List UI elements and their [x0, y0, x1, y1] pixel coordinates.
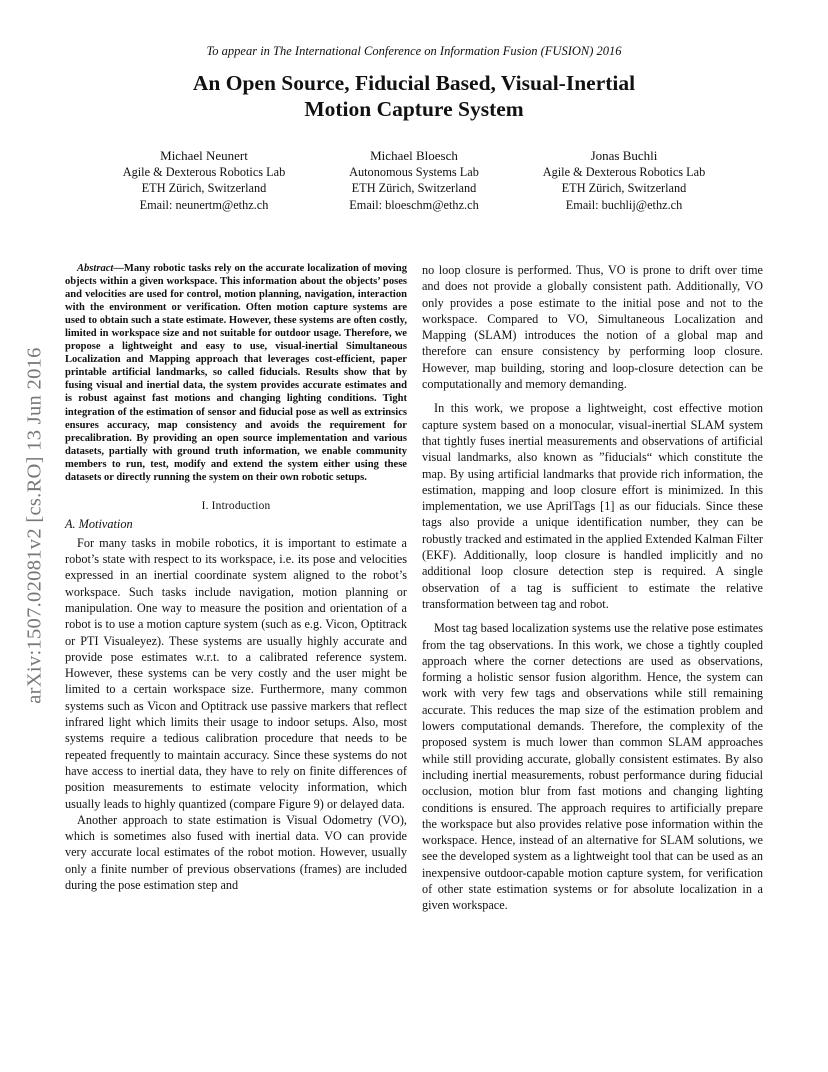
- author-name: Michael Bloesch: [370, 148, 458, 163]
- author-affiliation: Agile & Dexterous Robotics Lab: [542, 165, 706, 179]
- venue-line: To appear in The International Conference on Information Fusion (FUSION) 2016: [206, 44, 622, 58]
- arxiv-identifier: arXiv:1507.02081v2 [cs.RO] 13 Jun 2016: [23, 346, 46, 704]
- paper-title: [100, 70, 728, 122]
- title-line-1: An Open Source, Fiducial Based, Visual-Inertial: [192, 71, 636, 95]
- body-paragraph: In this work, we propose a lightweight, cost effective motion capture system based on a monocular, visual-inertial SLAM system that tightly fuses inertial measurements and observations of artificial visual landmarks, also known as ”fiducials“ which constitute the map. By using artificial landmarks that provide rich information, the estimation, mapping and loop closure effort is minimized. In this implementation, we use AprilTags [1] as our fiducials. Since these tags also provide a unique identification number, they can be robustly tracked and estimated in the applied Extended Kalman Filter (EKF). Additionally, loop closure is handled implicitly and no additional loop closure detection step is required. A single observation of a tag is sufficient to estimate the relative transformation between tag and robot.: [422, 401, 763, 611]
- right-column: [422, 262, 763, 914]
- title-line-2: Motion Capture System: [304, 97, 524, 121]
- body-paragraph: Another approach to state estimation is Visual Odometry (VO), which is sometimes also fused with inertial data. VO can provide very accurate local estimates of the robot motion. However, usually only a finite number of previous observations (frames) are included during the pose estimation step and: [65, 812, 407, 893]
- abstract-label: Abstract: [77, 263, 114, 274]
- author-location: ETH Zürich, Switzerland: [351, 181, 477, 196]
- body-paragraph: no loop closure is performed. Thus, VO is prone to drift over time and does not provide a globally consistent path. Additionally, VO only provides a pose estimate to the initial pose and not to the workspace. Compared to VO, Simultaneous Localization and Mapping (SLAM) introduces the notion of a global map and therefore can ensure consistency by performing loop closure. However, map building, storing and loop-closure detection can be computationally and memory demanding.: [422, 263, 763, 392]
- author-email: Email: buchlij@ethz.ch: [565, 197, 683, 212]
- author-name: Michael Neunert: [160, 148, 248, 163]
- author-email: Email: neunertm@ethz.ch: [139, 197, 269, 212]
- author-location: ETH Zürich, Switzerland: [561, 181, 687, 196]
- author-location: ETH Zürich, Switzerland: [141, 181, 267, 196]
- subsection-heading: A. Motivation: [65, 516, 133, 531]
- author-block: [0, 147, 828, 217]
- abstract-text: —Many robotic tasks rely on the accurate localization of moving objects within a given workspace. This information about the objects’ poses and velocities are used for control, motion planning, navigation, interaction with the environment or verification. Often motion capture systems are used to obtain such a state estimate. However, these systems are often costly, limited in workspace size and not suitable for outdoor usage. Therefore, we propose a lightweight and easy to use, visual-inertial Simultaneous Localization and Mapping approach that leverages cost-efficient, paper printable artificial landmarks, so called fiducials. Results show that by fusing visual and inertial data, the system provides accurate estimates and is robust against fast motions and changing lighting conditions. Tight integration of the estimation of sensor and fiducial pose as well as extrinsics ensures accuracy, map consistency and avoids the requirement for precalibration. By providing an open source implementation and various datasets, partially with ground truth information, we enable community members to run, test, modify and extend the system either using these datasets or directly running the system on their own robotic setups.: [65, 263, 407, 483]
- author-email: Email: bloeschm@ethz.ch: [349, 197, 479, 212]
- left-column: [65, 262, 407, 893]
- author-affiliation: Autonomous Systems Lab: [349, 165, 479, 179]
- body-paragraph: For many tasks in mobile robotics, it is important to estimate a robot’s state with respect to its workspace, i.e. its pose and velocities expressed in an inertial coordinate system aligned to the robot’s workspace. Such tasks include navigation, motion planning or manipulation. One way to measure the position and orientation of a robot is to use a motion capture system (such as e.g. Vicon, Optitrack or PTI Visualeyez). These systems are usually highly accurate and provide pose estimates w.r.t. to a calibrated reference system. However, these systems can be very costly and the user might be limited to a certain workspace size. Furthermore, many common systems such as Vicon and Optitrack use passive markers that reflect infrared light which limits their usage to indoor setups. Also, most systems require a tedious calibration procedure that needs to be repeated frequently to maintain accuracy. Since these systems do not have access to inertial data, they have to rely on finite differences of position measurements to estimate velocity information, which usually leads to highly quantized (compare Figure 9) or delayed data.: [65, 535, 407, 811]
- author-1: [89, 147, 319, 213]
- section-heading: I. Introduction: [201, 499, 271, 512]
- author-affiliation: Agile & Dexterous Robotics Lab: [122, 165, 286, 179]
- body-paragraph: Most tag based localization systems use the relative pose estimates from the tag observations. In this work, we chose a tightly coupled approach where the corner detections are used as observations, forming a holistic sensor fusion algorithm. Hence, the system can work with very few tags and observations while still remaining accurate. This reduces the map size of the estimation problem and lowers computational demands. Therefore, the complexity of the proposed system is much lower than common SLAM approaches while still providing accurate, globally consistent estimates. By also including inertial measurements, robust performance during fiducial occlusion, motion blur from fast motions and changing lighting conditions is ensured. The approach requires to artificially prepare the workspace but also provides relative pose information within the workspace. Hence, instead of an alternative for SLAM solutions, we see the developed system as a lightweight tool that can be used as an inexpensive outdoor-capable motion capture system, for verification of other state estimation systems or for absolute localization in a given workspace.: [422, 621, 763, 913]
- author-3: [509, 147, 739, 213]
- arxiv-stamp: [15, 285, 55, 765]
- author-name: Jonas Buchli: [590, 148, 658, 163]
- author-2: [299, 147, 529, 213]
- abstract: [65, 262, 407, 484]
